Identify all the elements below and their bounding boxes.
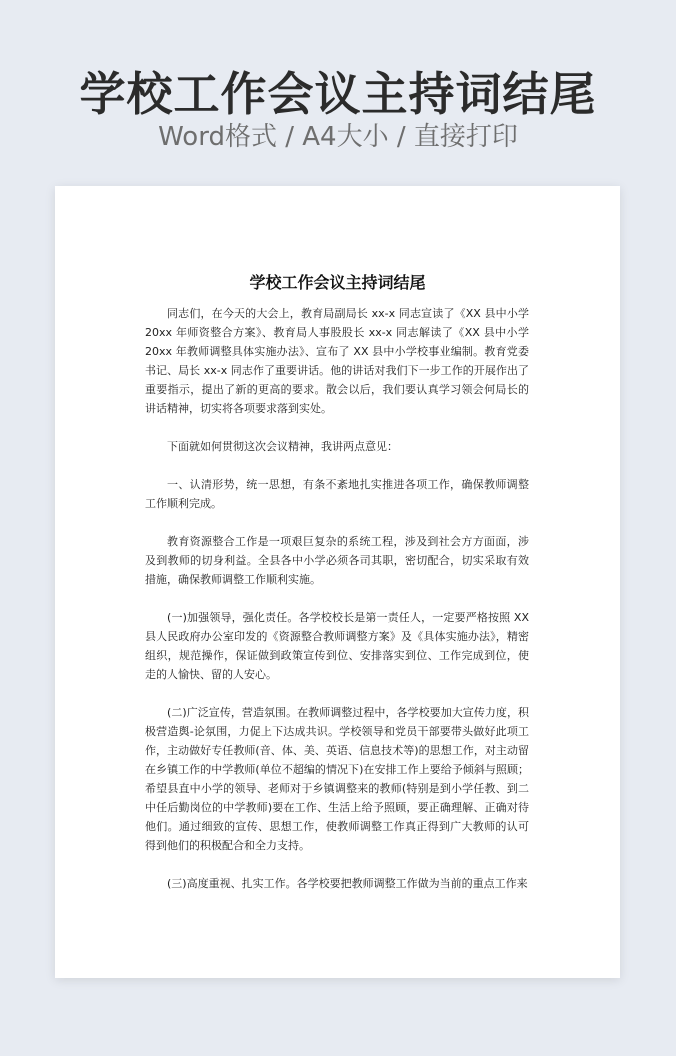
paragraph-leadership: (一)加强领导，强化责任。各学校校长是第一责任人，一定要严格按照 XX 县人民政府办公室印发的《资源整合教师调整方案》及《具体实施办法》，精密组织，规范操作，保证做到政策宣传到位、安排落实到位、工作完成到位，使走的人愉快、留的人安心。 bbox=[145, 611, 529, 681]
paragraph-heading-one: 一、认清形势，统一思想，有条不紊地扎实推进各项工作，确保教师调整工作顺利完成。 bbox=[145, 478, 529, 510]
paragraph-resource-integration: 教育资源整合工作是一项艰巨复杂的系统工程，涉及到社会方方面面，涉及到教师的切身利益。全县各中小学必须各司其职，密切配合，切实采取有效措施，确保教师调整工作顺利实施。 bbox=[145, 535, 529, 586]
paragraph-attention: (三)高度重视、扎实工作。各学校要把教师调整工作做为当前的重点工作来 bbox=[167, 877, 528, 890]
paragraph-publicity: (二)广泛宣传，营造氛围。在教师调整过程中，各学校要加大宣传力度，积极营造舆-论氛围，力促上下达成共识。学校领导和党员干部要带头做好此项工作，主动做好专任教师(音、体、美、英语、信息技术等)的思想工作，对主动留在乡镇工作的中学教师(单位不超编的情况下)在安排工作上要给予倾斜与照顾；希望县直中小学的领导、老师对于乡镇调整来的教师(特别是到小学任教、到二中任后勤岗位的中学教师)要在工作、生活上给予照顾，要正确理解、正确对待他们。通过细致的宣传、思想工作，使教师调整工作真正得到广大教师的认可得到他们的积极配合和全力支持。 bbox=[145, 706, 529, 852]
document-title: 学校工作会议主持词结尾 bbox=[249, 273, 426, 292]
document-body bbox=[145, 304, 529, 912]
banner-subtitle: Word格式 / A4大小 / 直接打印 bbox=[158, 122, 518, 152]
document-page bbox=[55, 186, 620, 978]
paragraph-intro: 同志们，在今天的大会上，教育局副局长 xx-x 同志宣读了《XX 县中小学 20xx 年师资整合方案》、教育局人事股股长 xx-x 同志解读了《XX 县中小学 20xx 年教师调整具体实施办法》、宣布了 XX 县中小学校事业编制。教育党委书记、局长 xx-x 同志作了重要讲话。他的讲话对我们下一步工作的开展作出了重要指示，提出了新的更高的要求。散会以后，我们要认真学习领会何局长的讲话精神，切实将各项要求落到实处。 bbox=[145, 307, 529, 415]
banner-title: 学校工作会议主持词结尾 bbox=[79, 67, 597, 121]
paragraph-opinions-lead: 下面就如何贯彻这次会议精神，我讲两点意见： bbox=[167, 440, 398, 453]
